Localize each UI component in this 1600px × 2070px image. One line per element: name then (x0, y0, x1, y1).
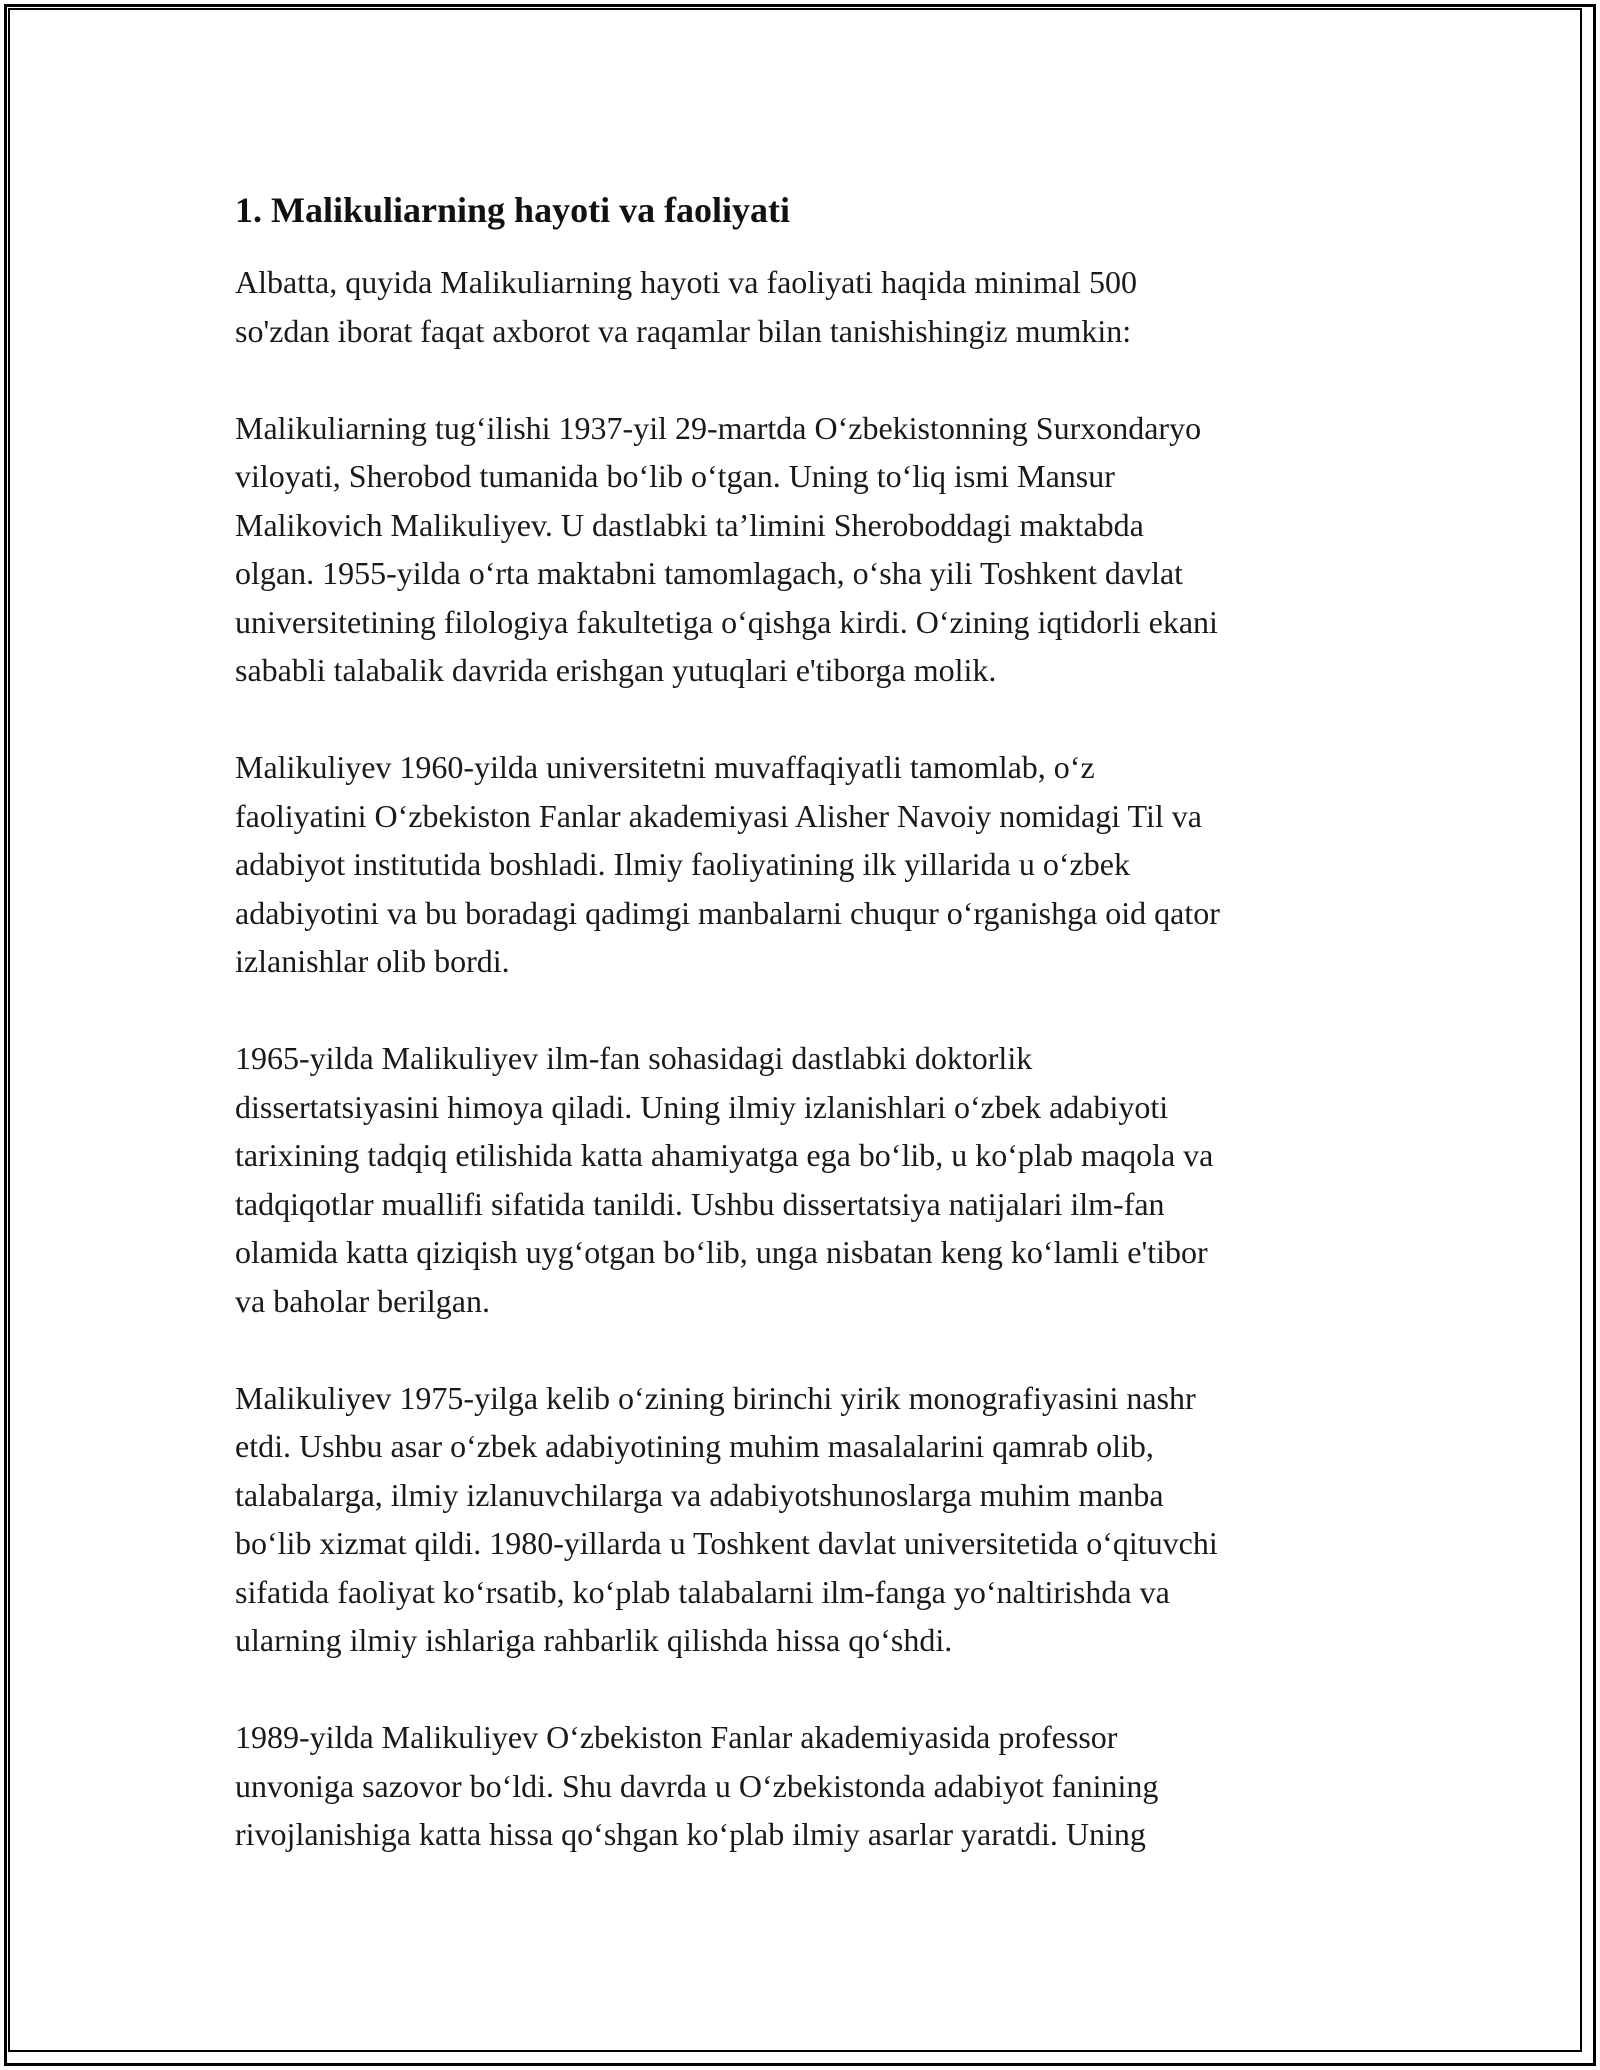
text-line: talabalarga, ilmiy izlanuvchilarga va adabiyotshunoslarga muhim manba (235, 1476, 1164, 1513)
text-line: Malikovich Malikuliyev. U dastlabki taʼlimini Sheroboddagi maktabda (235, 506, 1144, 543)
paragraph-1960 (235, 743, 1375, 986)
text-line: so'zdan iborat faqat axborot va raqamlar bilan tanishishingiz mumkin: (235, 312, 1132, 349)
text-line: olgan. 1955-yilda oʻrta maktabni tamomlagach, oʻsha yili Toshkent davlat (235, 555, 1184, 591)
section-heading: 1. Malikuliarning hayoti va faoliyati (235, 190, 791, 230)
text-line: va baholar berilgan. (235, 1282, 490, 1319)
text-line: Malikuliarning tugʻilishi 1937-yil 29-martda Oʻzbekistonning Surxondaryo (235, 409, 1202, 446)
text-line: Malikuliyev 1960-yilda universitetni muvaffaqiyatli tamomlab, oʻz (235, 749, 1095, 785)
text-line: sababli talabalik davrida erishgan yutuqlari e'tiborga molik. (235, 652, 997, 688)
paragraph-birth (235, 404, 1375, 695)
text-line: Albatta, quyida Malikuliarning hayoti va faoliyati haqida minimal 500 (235, 264, 1138, 300)
text-line: olamida katta qiziqish uygʻotgan boʻlib, unga nisbatan keng koʻlamli e'tibor (235, 1234, 1208, 1270)
text-line: viloyati, Sherobod tumanida boʻlib oʻtgan. Uning toʻliq ismi Mansur (235, 458, 1115, 494)
text-line: 1965-yilda Malikuliyev ilm-fan sohasidagi dastlabki doktorlik (235, 1040, 1033, 1076)
text-line: boʻlib xizmat qildi. 1980-yillarda u Toshkent davlat universitetida oʻqituvchi (235, 1525, 1218, 1561)
text-line: tarixining tadqiq etilishida katta ahamiyatga ega boʻlib, u koʻplab maqola va (235, 1137, 1214, 1173)
text-line: etdi. Ushbu asar oʻzbek adabiyotining muhim masalalarini qamrab olib, (235, 1428, 1154, 1464)
text-line: Malikuliyev 1975-yilga kelib oʻzining birinchi yirik monografiyasini nashr (235, 1379, 1196, 1416)
document-body (235, 188, 1375, 1907)
text-line: dissertatsiyasini himoya qiladi. Uning ilmiy izlanishlari oʻzbek adabiyoti (235, 1088, 1169, 1125)
text-line: sifatida faoliyat koʻrsatib, koʻplab talabalarni ilm-fanga yoʻnaltirishda va (235, 1573, 1170, 1610)
paragraph-1975 (235, 1374, 1375, 1665)
text-line: unvoniga sazovor boʻldi. Shu davrda u Oʻzbekistonda adabiyot fanining (235, 1767, 1159, 1804)
text-line: universitetining filologiya fakultetiga oʻqishga kirdi. Oʻzining iqtidorli ekani (235, 603, 1218, 640)
text-line: rivojlanishiga katta hissa qoʻshgan koʻplab ilmiy asarlar yaratdi. Uning (235, 1816, 1146, 1852)
text-line: izlanishlar olib bordi. (235, 943, 510, 979)
text-line: tadqiqotlar muallifi sifatida tanildi. Ushbu dissertatsiya natijalari ilm-fan (235, 1185, 1165, 1222)
paragraph-1965 (235, 1034, 1375, 1325)
text-line: 1989-yilda Malikuliyev Oʻzbekiston Fanlar akademiyasida professor (235, 1719, 1118, 1755)
text-line: adabiyotini va bu boradagi qadimgi manbalarni chuqur oʻrganishga oid qator (235, 894, 1220, 931)
text-line: adabiyot institutida boshladi. Ilmiy faoliyatining ilk yillarida u oʻzbek (235, 846, 1130, 882)
paragraph-1989 (235, 1713, 1375, 1859)
paragraph-intro (235, 258, 1375, 355)
text-line: ularning ilmiy ishlariga rahbarlik qilishda hissa qoʻshdi. (235, 1622, 953, 1658)
text-line: faoliyatini Oʻzbekiston Fanlar akademiyasi Alisher Navoiy nomidagi Til va (235, 797, 1202, 834)
